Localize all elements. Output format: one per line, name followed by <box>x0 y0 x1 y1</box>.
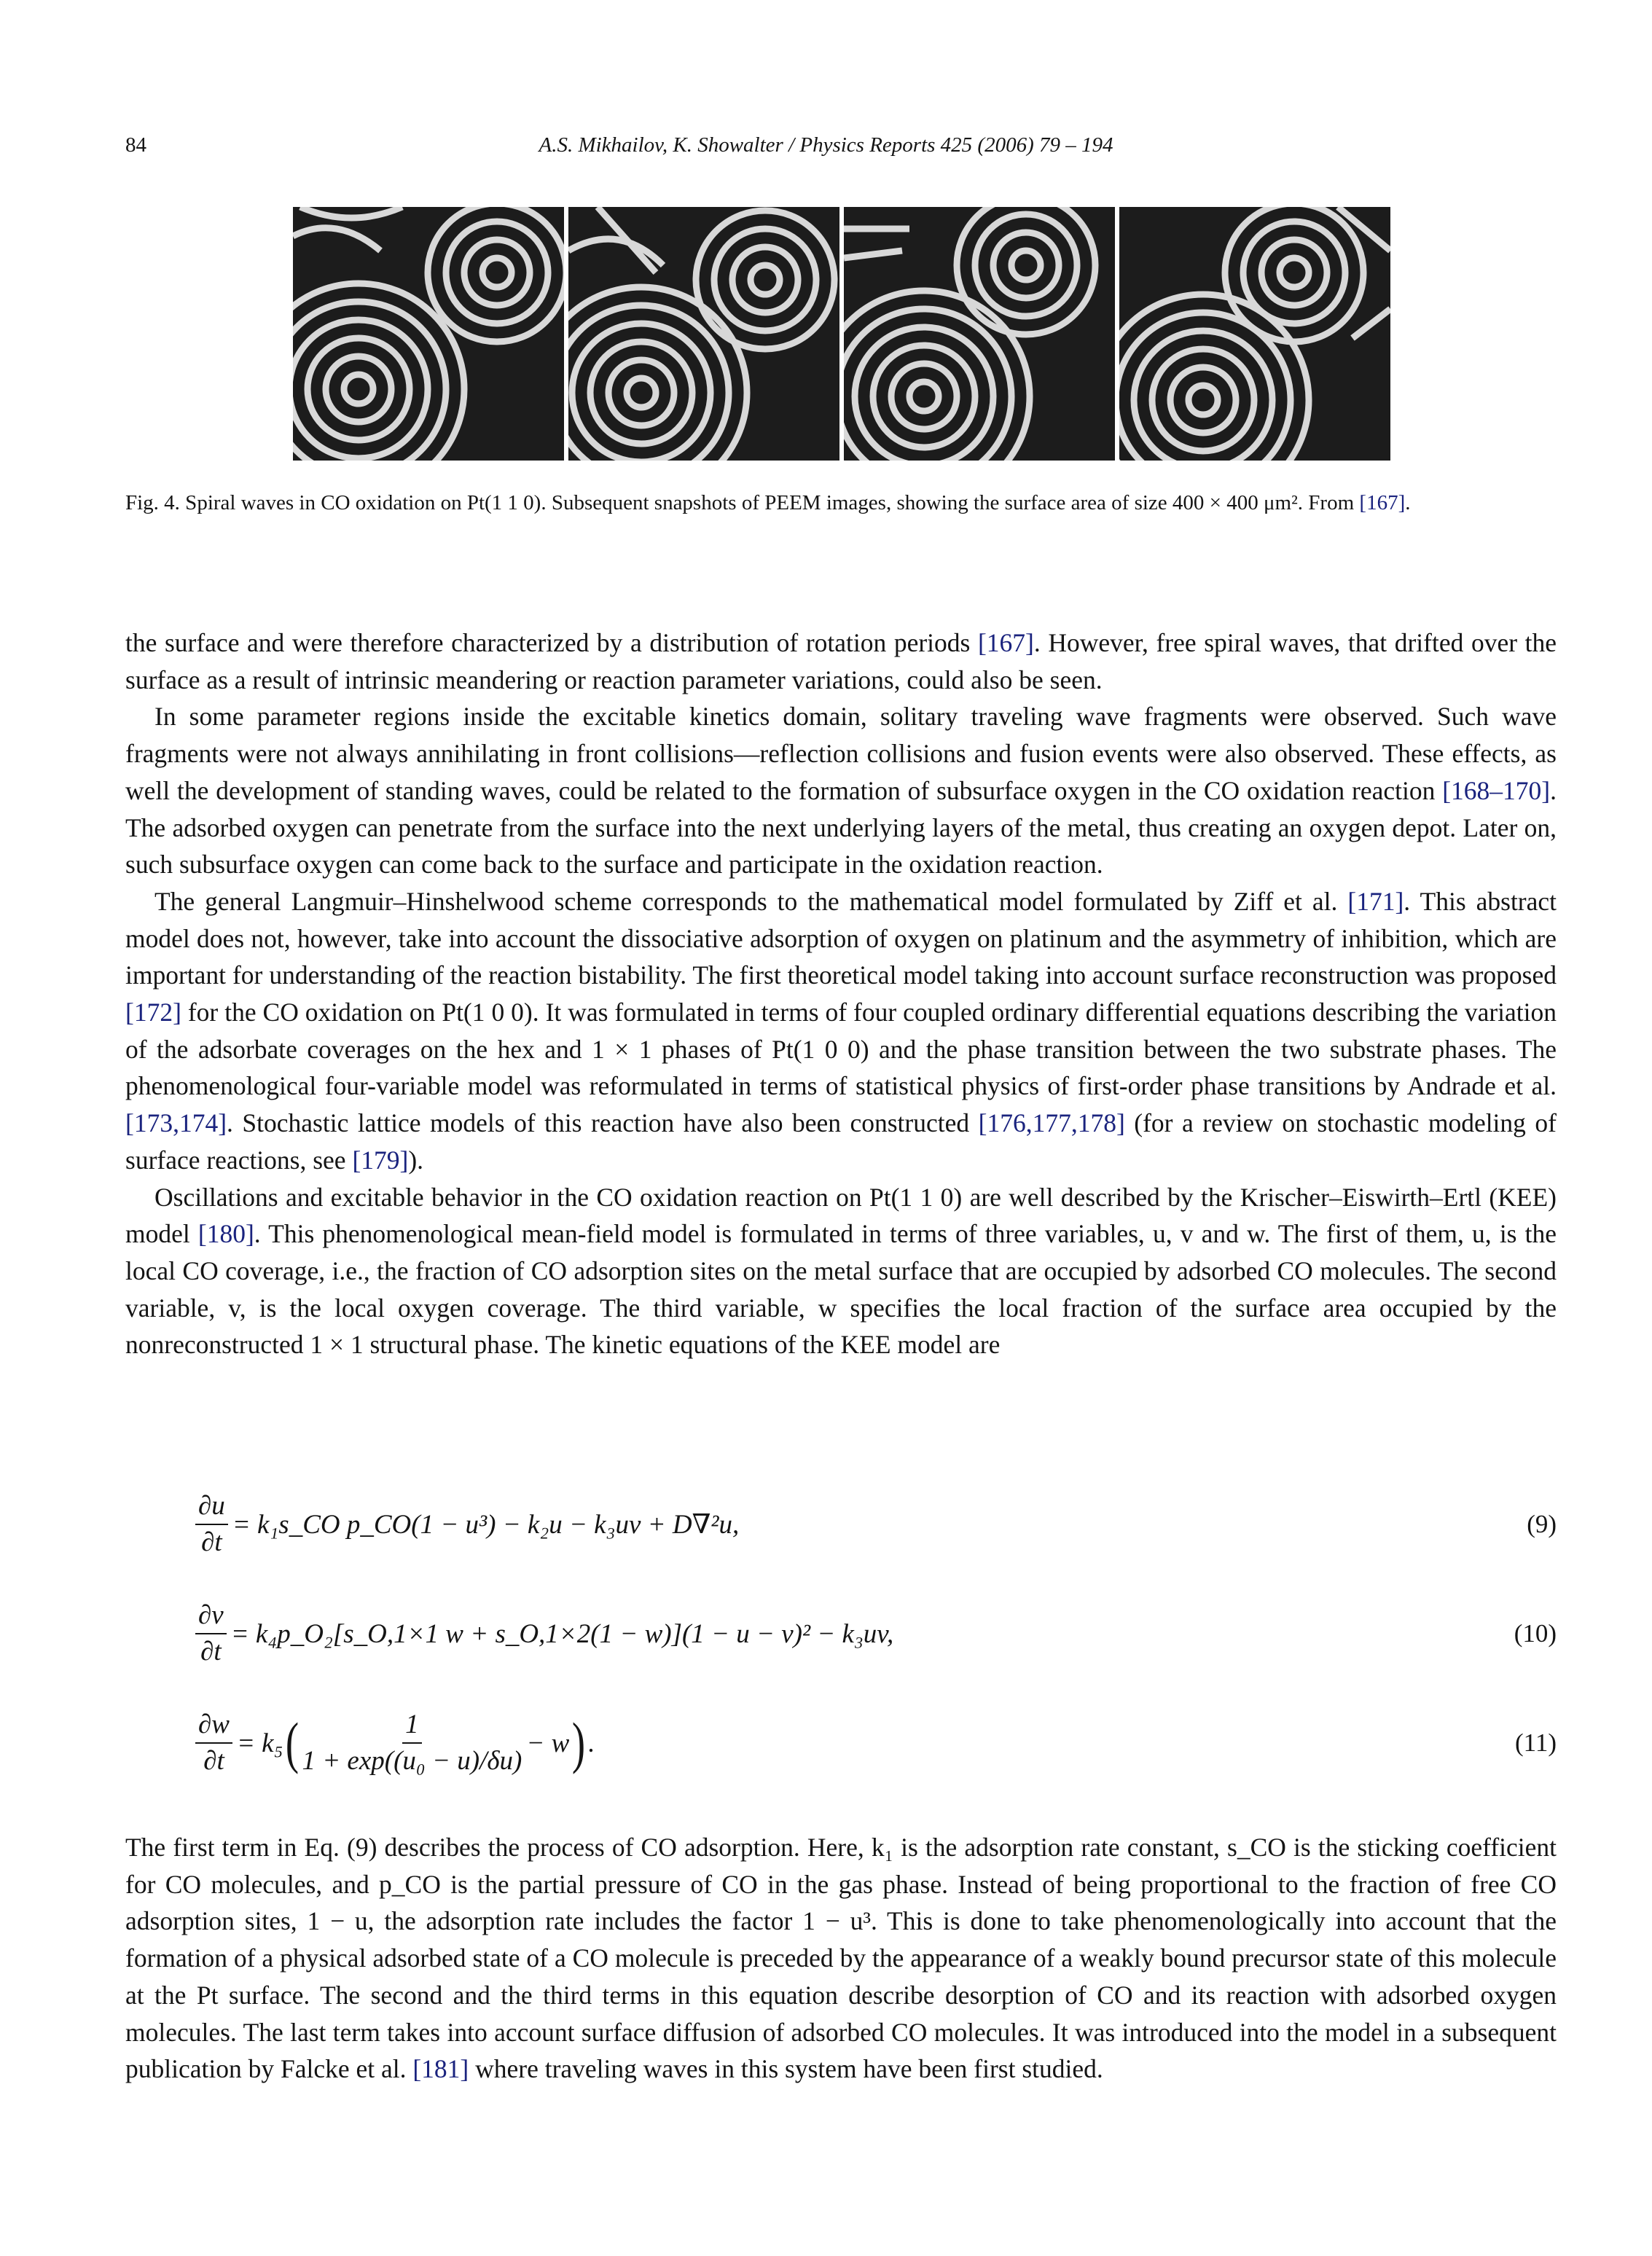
citation-link[interactable]: [173,174] <box>125 1108 227 1138</box>
spiral-wave-panel-1 <box>293 207 564 461</box>
citation-link[interactable]: [180] <box>197 1219 254 1249</box>
citation-link[interactable]: [179] <box>352 1145 409 1175</box>
paragraph-2: In some parameter regions inside the excitable kinetics domain, solitary traveling wave fragments were observed. Such wave fragments were not always annihilating in front collisions—reflection collisions and fusion events were also observed. These effects, as well the development of standing waves, could be related to the formation of subsurface oxygen in the CO oxidation reaction [168–170]. The adsorbed oxygen can penetrate from the surface into the next underlying layers of the metal, thus creating an oxygen depot. Later on, such subsurface oxygen can come back to the surface and participate in the oxidation reaction. <box>125 702 1557 880</box>
paragraph-1: the surface and were therefore characterized by a distribution of rotation periods [167]. However, free spiral waves, that drifted over the surface as a result of intrinsic meandering or reaction parameter variations, could also be seen. <box>125 628 1557 694</box>
equation-number: (10) <box>1514 1619 1557 1648</box>
equation-number: (11) <box>1514 1728 1557 1757</box>
figure-caption: Fig. 4. Spiral waves in CO oxidation on Pt(1 1 0). Subsequent snapshots of PEEM images, showing the surface area of size 400 × 400 μm². From [167]. <box>125 491 1411 514</box>
citation-link[interactable]: [181] <box>412 2054 469 2084</box>
citation-link[interactable]: [168–170] <box>1442 775 1551 805</box>
equation-11: $\frac{\partial w}{\partial t}$ = k₅ ( $\frac{1}{\text{1 + exp((u₀ − u)/δu)}}$ − w ) . (11) <box>195 1709 1557 1777</box>
citation-link[interactable]: [172] <box>125 998 181 1027</box>
spiral-wave-panel-3 <box>844 207 1115 461</box>
figure-4 <box>293 207 1392 461</box>
equation-9: $\frac{\partial u}{\partial t}$ = k₁s_CO p_CO(1 − u³) − k₂u − k₃uv + D∇²u, (9) <box>195 1490 1557 1559</box>
paragraph-4: Oscillations and excitable behavior in the CO oxidation reaction on Pt(1 1 0) are well described by the Krischer–Eiswirth–Ertl (KEE) model [180]. This phenomenological mean-field model is formulated in terms of three variables, u, v and w. The first of them, u, is the local CO coverage, i.e., the fraction of CO adsorption sites on the metal surface that are occupied by adsorbed CO molecules. The second variable, v, is the local oxygen coverage. The third variable, w specifies the local fraction of the surface area occupied by the nonreconstructed 1 × 1 structural phase. The kinetic equations of the KEE model are <box>125 1182 1557 1360</box>
equation-number: (9) <box>1527 1510 1557 1538</box>
spiral-wave-panel-4 <box>1119 207 1390 461</box>
body-text-continued <box>125 1829 1557 2088</box>
body-text <box>125 624 1557 1363</box>
equation-10: $\frac{\partial v}{\partial t}$ = k₄p_O₂[s_O,1×1 w + s_O,1×2(1 − w)](1 − u − v)² − k₃uv, (10) <box>195 1599 1557 1668</box>
citation-link[interactable]: [176,177,178] <box>978 1108 1125 1138</box>
citation-link[interactable]: [167] <box>1359 491 1406 514</box>
paragraph-5: The first term in Eq. (9) describes the process of CO adsorption. Here, k₁ is the adsorption rate constant, s_CO is the sticking coefficient for CO molecules, and p_CO is the partial pressure of CO in the gas phase. Instead of being proportional to the fraction of free CO adsorption sites, 1 − u, the adsorption rate includes the factor 1 − u³. This is done to take phenomenologically into account that the formation of a physical adsorbed state of a CO molecule is preceded by the appearance of a weakly bound precursor state of this molecule at the Pt surface. The second and the third terms in this equation describe desorption of CO and its reaction with adsorbed oxygen molecules. The last term takes into account surface diffusion of adsorbed CO molecules. It was introduced into the model in a subsequent publication by Falcke et al. [181] where traveling waves in this system have been first studied. <box>125 1833 1557 2084</box>
paragraph-3: The general Langmuir–Hinshelwood scheme corresponds to the mathematical model formulated by Ziff et al. [171]. This abstract model does not, however, take into account the dissociative adsorption of oxygen on platinum and the asymmetry of inhibition, which are important for understanding of the reaction bistability. The first theoretical model taking into account surface reconstruction was proposed [172] for the CO oxidation on Pt(1 0 0). It was formulated in terms of four coupled ordinary differential equations describing the variation of the adsorbate coverages on the hex and 1 × 1 phases of Pt(1 0 0) and the phase transition between the two substrate phases. The phenomenological four-variable model was reformulated in terms of statistical physics of first-order phase transitions by Andrade et al. [173,174]. Stochastic lattice models of this reaction have also been constructed [176,177,178] (for a review on stochastic modeling of surface reactions, see [179]). <box>125 886 1557 1175</box>
page-number: 84 <box>125 133 146 157</box>
running-head: A.S. Mikhailov, K. Showalter / Physics Reports 425 (2006) 79 – 194 <box>539 133 1113 157</box>
spiral-wave-panel-2 <box>568 207 839 461</box>
citation-link[interactable]: [171] <box>1347 886 1404 916</box>
citation-link[interactable]: [167] <box>977 628 1034 657</box>
